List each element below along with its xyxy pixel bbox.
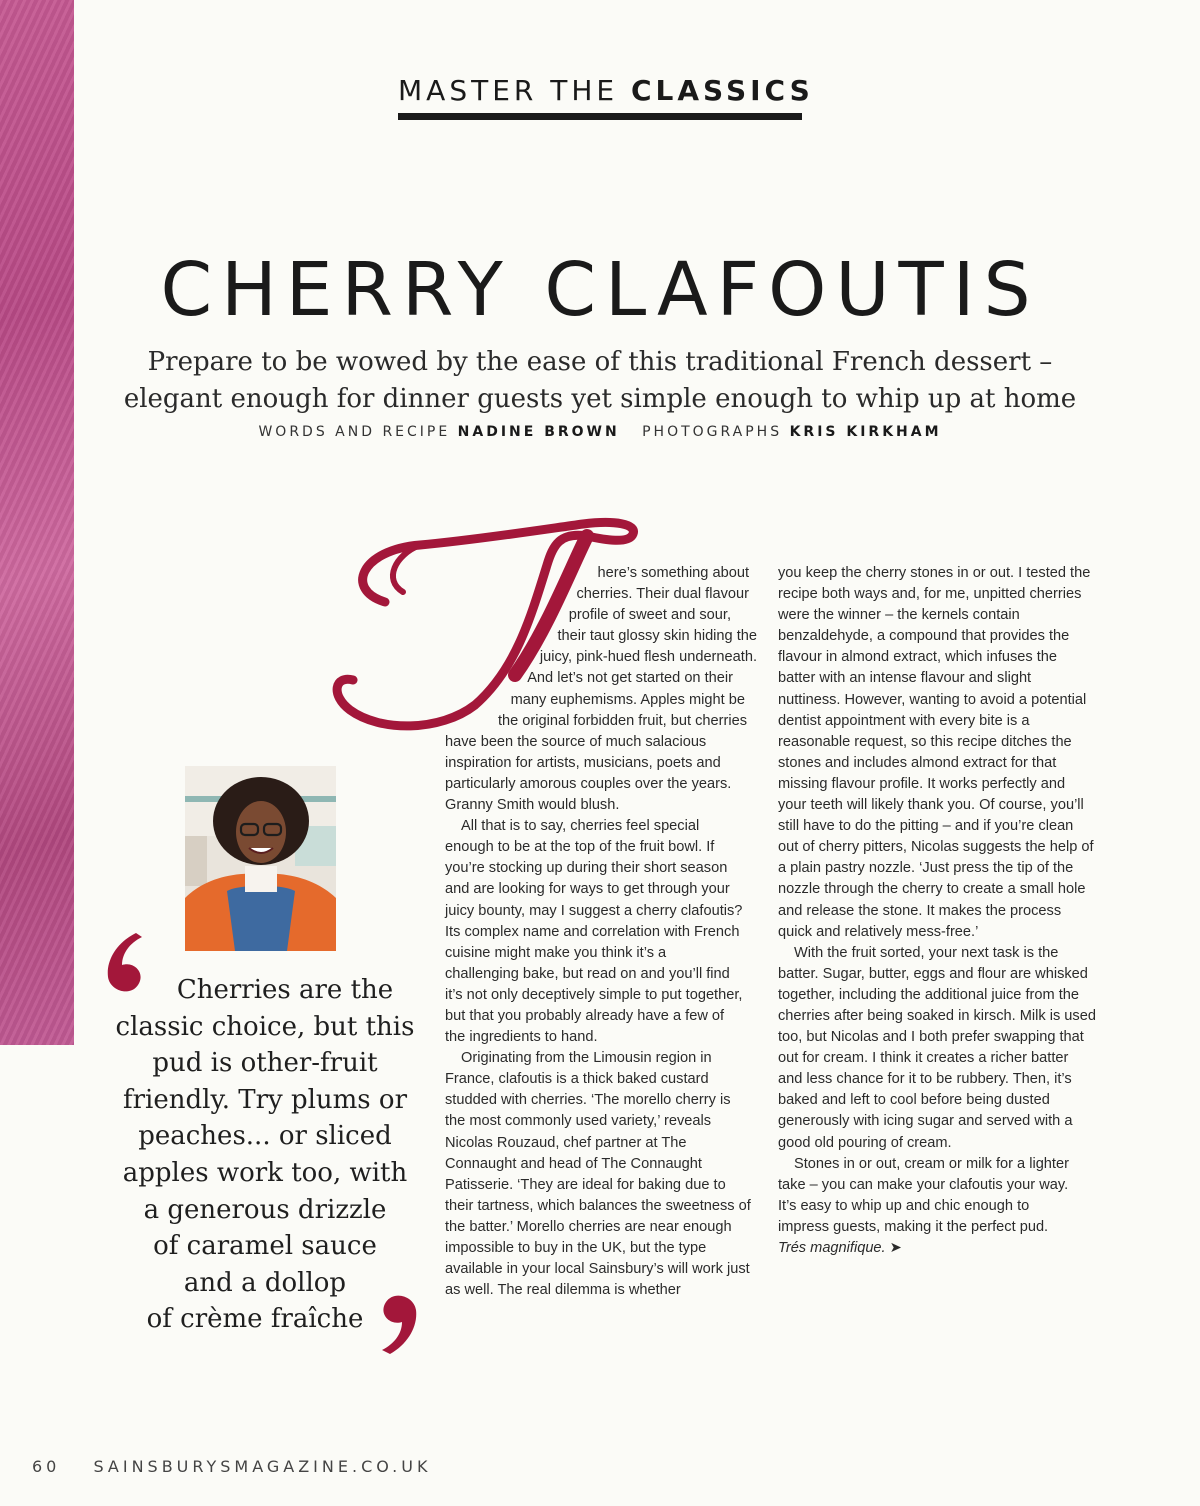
kicker-bold: CLASSICS [631, 74, 814, 107]
standfirst-line-2: elegant enough for dinner guests yet simple enough to whip up at home [123, 384, 1077, 414]
col1-lead-line: And let’s not get started on their [527, 670, 733, 687]
byline-photo-name: KRIS KIRKHAM [789, 424, 942, 440]
pull-quote-line: of caramel sauce [153, 1231, 377, 1262]
byline-words-label: WORDS AND RECIPE [258, 424, 451, 440]
pull-quote-line: of crème fraîche [146, 1304, 364, 1335]
body-column-2 [778, 563, 1096, 1259]
standfirst [100, 344, 1100, 418]
col2-paragraph: you keep the cherry stones in or out. I tested the recipe both ways and, for me, unpitted cherries were the winner – the kernels contain benzaldehyde, a compound that provides the flavour in almond extract, which infuses the batter with an intense flavour and slight nuttiness. However, wanting to avoid a potential dentist appointment with every bite is a reasonable request, so this recipe ditches the stones and includes almond extract for that missing flavour profile. It works perfectly and your teeth will likely thank you. Of course, you’ll still have to do the pitting – and if you’re clean out of cherry pitters, Nicolas suggests the help of a plain pastry nozzle. ‘Just press the tip of the nozzle through the cherry to create a small hole and release the stone. It makes the process quick and relatively mess-free.’ [778, 565, 1094, 940]
body-column-1 [445, 563, 763, 1301]
pull-quote-line: friendly. Try plums or [123, 1084, 407, 1115]
footer-site-link[interactable]: SAINSBURYSMAGAZINE.CO.UK [93, 1457, 432, 1476]
col1-lead-line: cherries. Their dual flavour [576, 586, 749, 603]
kicker-underline [398, 113, 802, 120]
col1-paragraph: All that is to say, cherries feel special enough to be at the top of the fruit bowl. If you’re stocking up during their short season and are looking for ways to get through your juicy bounty, may I suggest a cherry clafoutis? Its complex name and correlation with French cuisine might make you think it’s a challenging bake, but read on and you’ll find it’s not only deceptively simple to put together, but that you probably already have a few of the ingredients to hand. [445, 818, 743, 1046]
pull-quote-line: Cherries are the [176, 975, 394, 1005]
page-number: 60 [32, 1457, 61, 1476]
col1-lead-line: juicy, pink-hued flesh underneath. [539, 649, 757, 666]
decorative-pink-strip [0, 0, 74, 1045]
col1-lead-line: many euphemisms. Apples might be [510, 691, 745, 708]
kicker-light: MASTER THE [398, 74, 619, 107]
col1-paragraph: have been the source of much salacious inspiration for artists, musicians, poets and particularly amorous couples over the years. Granny Smith would blush. [445, 733, 732, 814]
pull-quote-line: and a dollop [183, 1267, 347, 1298]
pull-quote [110, 972, 420, 1338]
byline-words-name: NADINE BROWN [457, 424, 620, 440]
standfirst-line-1: Prepare to be wowed by the ease of this traditional French dessert – [147, 347, 1053, 377]
col1-lead-line: the original forbidden fruit, but cherries [497, 712, 747, 729]
col1-lead-line: profile of sweet and sour, [568, 607, 731, 624]
col2-sign-off: Trés magnifique. [778, 1240, 886, 1256]
author-photo [185, 766, 336, 951]
byline [100, 424, 1100, 440]
byline-photo-label: PHOTOGRAPHS [642, 424, 783, 440]
pull-quote-line: pud is other-fruit [152, 1048, 378, 1079]
pull-quote-line: a generous drizzle [143, 1194, 387, 1225]
col1-paragraph: Originating from the Limousin region in France, clafoutis is a thick baked custard studded with cherries. ‘The morello cherry is the most commonly used variety,’ reveals Nicolas Rouzaud, chef partner at The Connaught and head of The Connaught Patisserie. ‘They are ideal for baking due to their tartness, which balances the sweetness of the batter.’ Morello cherries are near enough impossible to buy in the UK, but the type available in your local Sainsbury’s will work just as well. The real dilemma is whether [445, 1050, 751, 1299]
page-footer [32, 1457, 431, 1476]
col2-last-text: Stones in or out, cream or milk for a lighter take – you can make your clafoutis your way. It’s easy to whip up and chic enough to impress guests, making it the perfect pud. [778, 1155, 1069, 1235]
pull-quote-line: peaches... or sliced [138, 1121, 392, 1152]
col2-paragraph: With the fruit sorted, your next task is the batter. Sugar, butter, eggs and flour are whisked together, including the additional juice from the cherries after being soaked in kirsch. Milk is used too, but Nicolas and I both prefer swapping that out for cream. I think it creates a richer batter and less chance for it to be rubbery. Then, it’s baked and left to cool before being dusted generously with icing sugar and served with a good old pouring of cream. [778, 944, 1096, 1151]
pull-quote-line: apples work too, with [122, 1157, 408, 1188]
col2-paragraph [778, 1154, 1096, 1259]
col1-lead-line: here’s something about [597, 565, 749, 581]
continue-arrow-icon: ➤ [889, 1240, 902, 1256]
pull-quote-line: classic choice, but this [115, 1011, 415, 1042]
col1-lead-line: their taut glossy skin hiding the [557, 628, 757, 645]
page-title: CHERRY CLAFOUTIS [160, 247, 1040, 333]
